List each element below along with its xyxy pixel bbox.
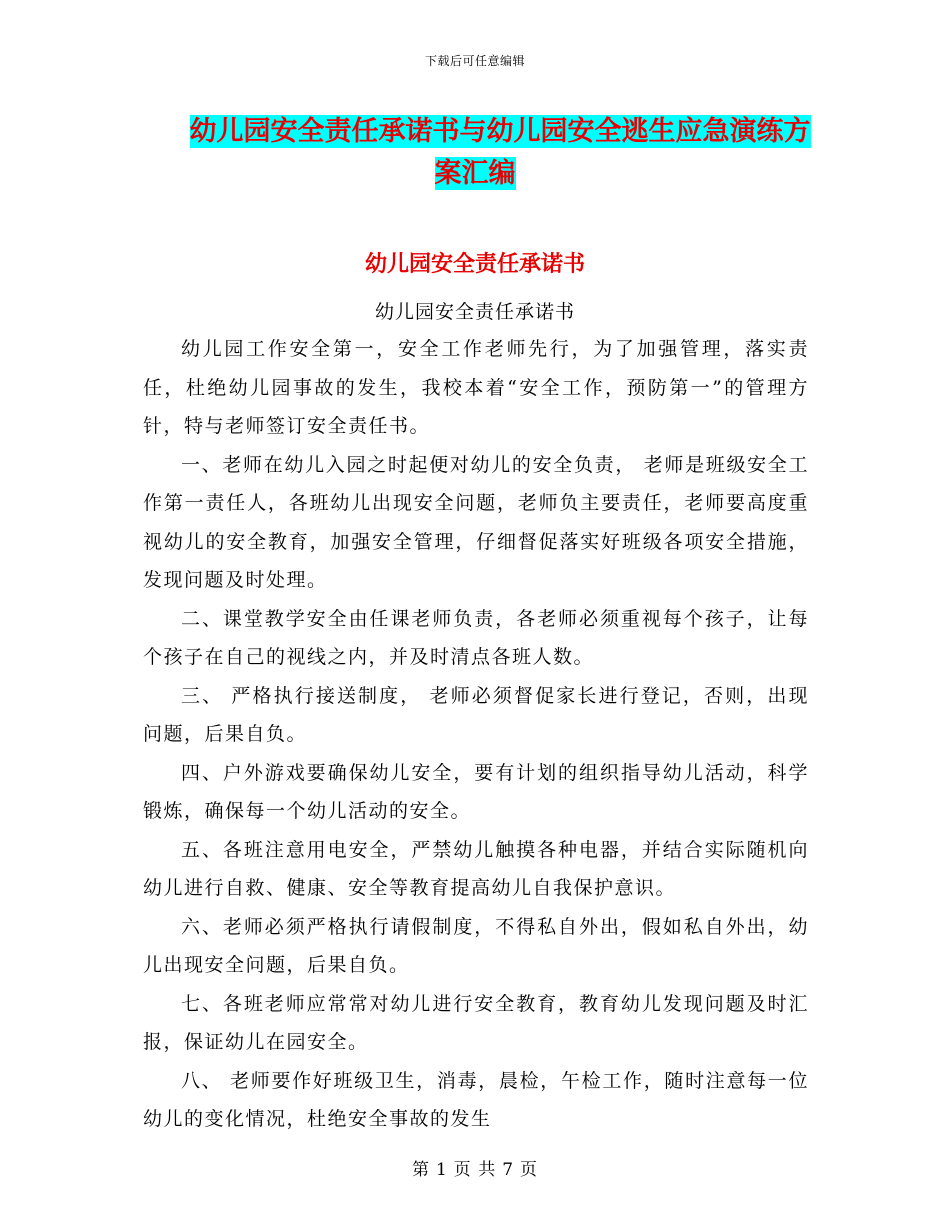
paragraph-item-1: 一、老师在幼儿入园之时起便对幼儿的安全负责， 老师是班级安全工作第一责任人，各班幼儿出现安全问题，老师负主要责任，老师要高度重视幼儿的安全教育，加强安全管理，仔细督促落实好班级各项安全措施，发现问题及时处理。 <box>143 453 809 591</box>
paragraph-item-6: 六、老师必须严格执行请假制度，不得私自外出，假如私自外出，幼儿出现安全问题，后果自负。 <box>143 915 809 976</box>
footer-suffix: 页 <box>520 1160 539 1180</box>
paragraph-intro: 幼儿园工作安全第一，安全工作老师先行，为了加强管理，落实责任，杜绝幼儿园事故的发生，我校本着“安全工作，预防第一”的管理方针，特与老师签订安全责任书。 <box>143 338 809 437</box>
subheading: 幼儿园安全责任承诺书 <box>374 301 575 323</box>
paragraph-item-2: 二、课堂教学安全由任课老师负责，各老师必须重视每个孩子，让每个孩子在自己的视线之内，并及时清点各班人数。 <box>143 607 809 668</box>
section-heading: 幼儿园安全责任承诺书 <box>364 252 585 277</box>
paragraph-item-4: 四、户外游戏要确保幼儿安全，要有计划的组织指导幼儿活动，科学锻炼，确保每一个幼儿活动的安全。 <box>143 761 809 822</box>
footer-total-pages: 7 <box>502 1160 515 1180</box>
body-text <box>143 330 809 1139</box>
paragraph-item-5: 五、各班注意用电安全，严禁幼儿触摸各种电器，并结合实际随机向幼儿进行自救、健康、安全等教育提高幼儿自我保护意识。 <box>143 838 809 899</box>
footer-prefix: 第 <box>411 1160 430 1180</box>
document-title-line-2 <box>0 156 950 192</box>
paragraph-item-7: 七、各班老师应常常对幼儿进行安全教育，教育幼儿发现问题及时汇报，保证幼儿在园安全。 <box>143 992 809 1053</box>
paragraph-item-3: 三、 严格执行接送制度， 老师必须督促家长进行登记，否则，出现问题，后果自负。 <box>143 684 809 745</box>
document-title-text-1: 幼儿园安全责任承诺书与幼儿园安全逃生应急演练方 <box>189 116 811 147</box>
document-title-line-1 <box>25 114 950 150</box>
document-title-text-2: 案汇编 <box>434 158 516 189</box>
header-note: 下载后可任意编辑 <box>424 54 525 68</box>
footer-page-number: 1 <box>435 1160 448 1180</box>
page-footer <box>0 1155 950 1180</box>
footer-middle: 页 共 <box>453 1160 497 1180</box>
paragraph-item-8: 八、 老师要作好班级卫生，消毒，晨检，午检工作，随时注意每一位幼儿的变化情况，杜绝安全事故的发生 <box>143 1069 809 1130</box>
